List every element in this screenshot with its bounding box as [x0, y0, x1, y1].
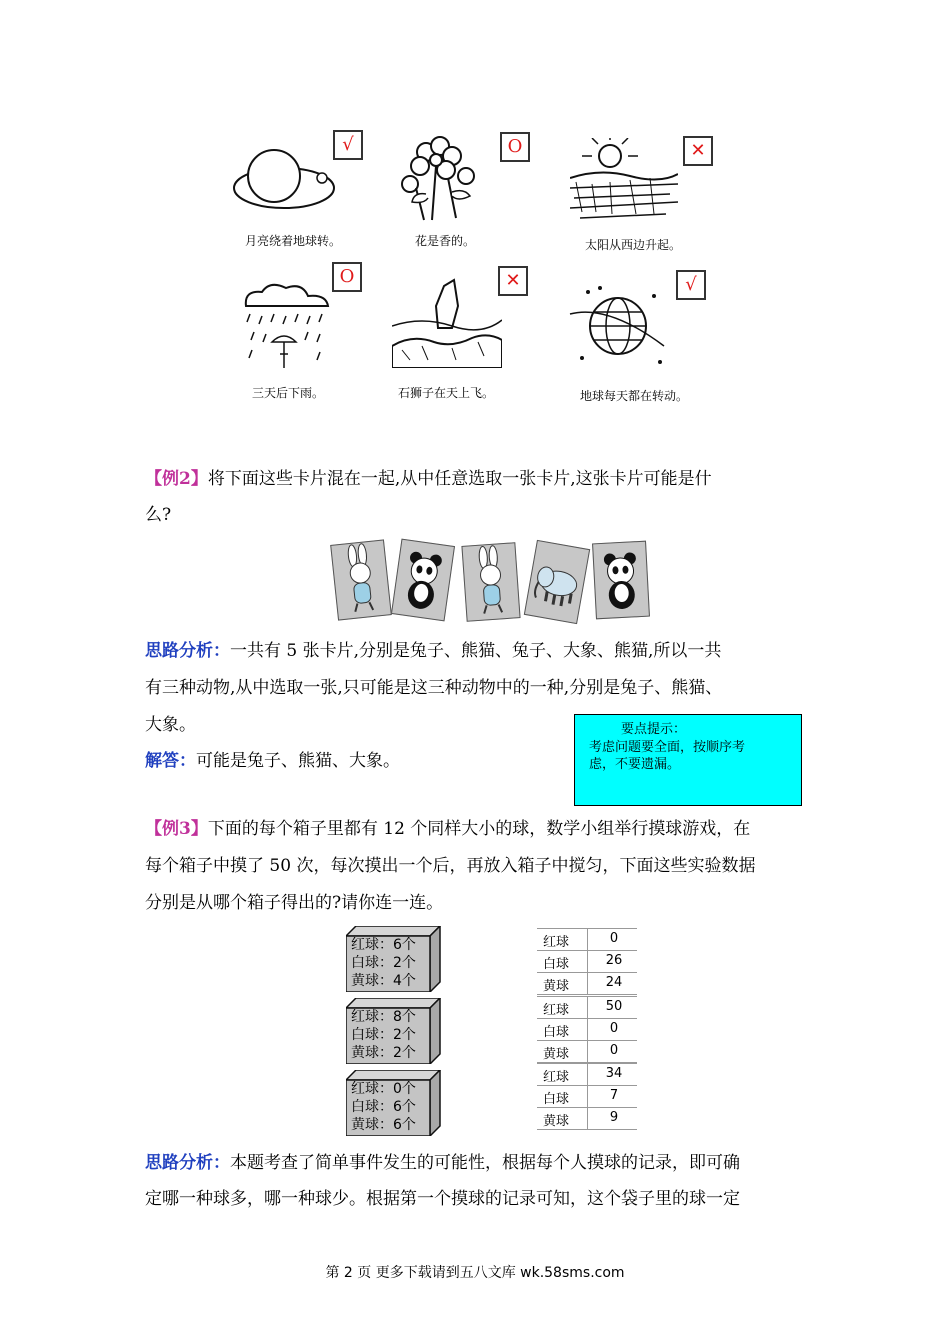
table-value: 26 [605, 953, 623, 968]
ball-box [346, 998, 440, 1062]
example3-tag: 【例3】 [145, 819, 208, 839]
table-value: 24 [605, 975, 623, 990]
card-elephant [524, 540, 590, 624]
example2-question [145, 468, 712, 490]
circle-mark: O [332, 262, 362, 292]
answer-label: 解答： [145, 751, 196, 771]
answer-text: 可能是兔子、熊猫、大象。 [196, 751, 400, 771]
analysis-label: 思路分析： [145, 641, 230, 661]
moon-orbit-drawing [232, 140, 342, 218]
example2-analysis-line1 [145, 640, 721, 662]
sun-landscape-drawing [570, 138, 678, 224]
table-value: 0 [609, 1021, 619, 1036]
ball-box [346, 1070, 440, 1134]
caption-stone-lion: 石狮子在天上飞。 [398, 386, 495, 400]
result-table [537, 996, 637, 1063]
tip-title: 要点提示： [621, 722, 687, 737]
elephant-icon [525, 541, 589, 623]
box-white-count: 白球：2个 [351, 1027, 416, 1043]
card-rabbit [330, 539, 392, 620]
table-value: 34 [605, 1066, 623, 1081]
panda-icon [392, 540, 454, 621]
flower-drawing [396, 132, 488, 222]
table-key: 黄球 [543, 979, 570, 994]
box-yellow-count: 黄球：6个 [351, 1117, 416, 1133]
ball-box [346, 926, 440, 990]
page-footer: 第 2 页 更多下载请到五八文库 wk.58sms.com [325, 1265, 625, 1281]
caption-sun: 太阳从西边升起。 [585, 238, 682, 252]
box-white-count: 白球：6个 [351, 1099, 416, 1115]
box-red-count: 红球：0个 [351, 1081, 416, 1097]
example3-analysis-line1 [145, 1152, 740, 1174]
rabbit-icon [331, 540, 390, 619]
result-table [537, 1063, 637, 1130]
table-key: 黄球 [543, 1114, 570, 1129]
check-mark: √ [676, 270, 706, 300]
cross-mark: ✕ [683, 136, 713, 166]
table-value: 9 [609, 1110, 619, 1125]
table-value: 0 [609, 1043, 619, 1058]
example2-analysis-line2: 有三种动物,从中选取一张,只可能是这三种动物中的一种,分别是兔子、熊猫、 [145, 678, 723, 698]
box-yellow-count: 黄球：2个 [351, 1045, 416, 1061]
result-table [537, 928, 637, 995]
example2-answer [145, 750, 400, 772]
example3-question-line3: 分别是从哪个箱子得出的?请你连一连。 [145, 893, 444, 913]
rain-drawing [236, 282, 348, 372]
card-rabbit [461, 542, 520, 622]
check-mark: √ [333, 130, 363, 160]
cross-mark: ✕ [498, 266, 528, 296]
example3-analysis-line2: 定哪一种球多，哪一种球少。根据第一个摸球的记录可知，这个袋子里的球一定 [145, 1189, 740, 1209]
table-key: 红球 [543, 1070, 570, 1085]
example2-analysis-line3: 大象。 [145, 715, 196, 735]
caption-moon: 月亮绕着地球转。 [245, 234, 342, 248]
tip-body-line2: 虑，不要遗漏。 [589, 757, 681, 772]
box-white-count: 白球：2个 [351, 955, 416, 971]
rabbit-icon [462, 543, 519, 620]
analysis-text: 本题考查了简单事件发生的可能性，根据每个人摸球的记录，即可确 [230, 1153, 740, 1173]
table-key: 白球 [543, 1092, 570, 1107]
example3-line1: 下面的每个箱子里都有 12 个同样大小的球，数学小组举行摸球游戏，在 [207, 819, 751, 839]
box-red-count: 红球：8个 [351, 1009, 416, 1025]
caption-rain: 三天后下雨。 [252, 386, 325, 400]
caption-flower: 花是香的。 [415, 234, 476, 248]
card-panda [391, 539, 455, 622]
table-value: 7 [609, 1088, 619, 1103]
panda-icon [593, 542, 649, 619]
box-yellow-count: 黄球：4个 [351, 973, 416, 989]
example2-line2: 么? [145, 505, 172, 525]
table-value: 50 [605, 999, 623, 1014]
table-key: 红球 [543, 935, 570, 950]
card-panda [592, 541, 650, 620]
table-key: 白球 [543, 957, 570, 972]
circle-mark: O [500, 132, 530, 162]
table-key: 红球 [543, 1003, 570, 1018]
table-key: 黄球 [543, 1047, 570, 1062]
globe-drawing [568, 284, 666, 370]
stone-lion-drawing [392, 276, 502, 368]
analysis-label: 思路分析： [145, 1153, 230, 1173]
example2-line1: 将下面这些卡片混在一起,从中任意选取一张卡片,这张卡片可能是什 [207, 469, 712, 489]
box-red-count: 红球：6个 [351, 937, 416, 953]
example2-tag: 【例2】 [145, 469, 208, 489]
caption-globe: 地球每天都在转动。 [580, 389, 689, 403]
tip-box [574, 714, 802, 806]
analysis-text: 一共有 5 张卡片,分别是兔子、熊猫、兔子、大象、熊猫,所以一共 [230, 641, 722, 661]
table-key: 白球 [543, 1025, 570, 1040]
table-value: 0 [609, 931, 619, 946]
tip-body-line1: 考虑问题要全面，按顺序考 [589, 740, 746, 755]
example3-question-line2: 每个箱子中摸了 50 次，每次摸出一个后，再放入箱子中搅匀，下面这些实验数据 [145, 856, 756, 876]
example3-question-line1 [145, 818, 750, 840]
